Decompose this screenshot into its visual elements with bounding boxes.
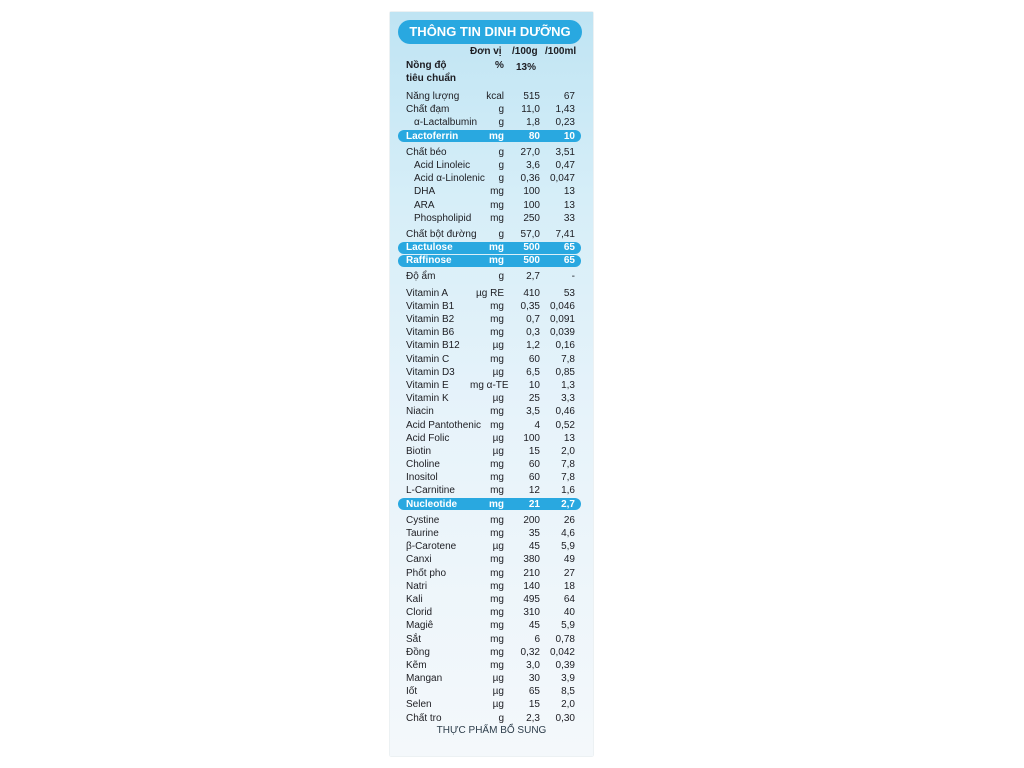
nutrient-per100ml: 0,091 (549, 314, 575, 325)
nutrient-row (390, 313, 593, 326)
nutrient-unit: µg (492, 366, 504, 378)
nutrient-per100ml: 0,30 (555, 712, 575, 724)
nutrient-row (390, 300, 593, 313)
nutrition-label-panel (390, 12, 593, 756)
nutrient-name: Inositol (406, 472, 438, 484)
nutrient-per100ml: 1,43 (555, 104, 575, 116)
nutrient-per100g: 57,0 (520, 228, 540, 240)
nutrient-per100ml: 1,3 (561, 379, 575, 391)
nutrient-per100g: 45 (528, 541, 540, 553)
nutrient-unit: g (498, 146, 504, 158)
nutrient-unit: mg (490, 567, 504, 579)
nutrient-row (390, 159, 593, 172)
nutrient-row (390, 103, 593, 116)
nutrient-name: Mangan (406, 673, 443, 685)
nutrient-row (390, 419, 593, 432)
nutrient-name: Iốt (406, 686, 418, 698)
nutrient-row (390, 254, 593, 267)
nutrient-unit: µg (492, 541, 504, 553)
nutrient-per100g: 0,32 (520, 646, 540, 658)
nutrient-row (390, 199, 593, 212)
nutrient-unit: mg (490, 212, 504, 224)
nutrient-per100ml: 26 (563, 514, 575, 526)
nutrient-unit: µg RE (476, 287, 504, 299)
nutrient-row (390, 527, 593, 540)
nutrient-per100g: 100 (523, 186, 540, 198)
nutrient-row (390, 540, 593, 553)
nutrient-name: Lactulose (406, 242, 453, 254)
nutrient-row (390, 484, 593, 497)
nutrient-unit: mg (490, 580, 504, 592)
nutrient-unit: mg (490, 472, 504, 484)
nutrient-per100g: 15 (528, 699, 540, 711)
nutrient-per100g: 80 (528, 130, 540, 142)
nutrient-per100ml: 0,23 (555, 117, 575, 129)
nutrient-unit: mg (490, 353, 504, 365)
nutrient-unit: g (498, 712, 504, 724)
nutrient-name: Vitamin B1 (406, 300, 455, 312)
nutrient-row (390, 685, 593, 698)
nutrient-per100ml: 18 (563, 580, 575, 592)
nutrient-per100ml: 2,0 (561, 699, 575, 711)
nutrient-per100ml: 0,046 (549, 300, 575, 312)
nutrient-per100g: 1,2 (526, 340, 540, 352)
nutrient-per100g: 380 (523, 554, 540, 566)
nutrient-name: Vitamin E (406, 379, 449, 391)
nutrient-unit: mg (490, 186, 504, 198)
nutrient-row (390, 553, 593, 566)
nutrient-row (390, 339, 593, 352)
header-per100g: /100g (512, 46, 538, 57)
nutrient-unit: mg (490, 620, 504, 632)
nutrient-unit: mg (489, 130, 504, 142)
nutrient-per100g: 27,0 (520, 146, 540, 158)
nutrient-per100ml: 0,47 (555, 159, 575, 171)
nutrient-name: Năng lượng (406, 91, 460, 102)
nutrient-per100ml: 2,7 (561, 498, 575, 510)
nutrient-per100g: 1,8 (526, 117, 540, 129)
nutrient-unit: mg (490, 593, 504, 605)
nutrient-per100ml: 53 (563, 287, 575, 299)
nutrient-name: Chất đạm (406, 104, 450, 116)
nutrient-per100ml: 5,9 (561, 541, 575, 553)
nutrient-per100g: 6 (534, 633, 540, 645)
nutrient-row (390, 633, 593, 646)
nutrient-unit: µg (492, 340, 504, 352)
nutrient-per100g: 30 (528, 673, 540, 685)
nutrient-per100ml: 33 (563, 212, 575, 224)
nutrient-unit: mg (490, 459, 504, 471)
nutrient-unit: mg (490, 633, 504, 645)
nutrient-per100g: 2,3 (526, 712, 540, 724)
nutrient-per100g: 25 (528, 393, 540, 405)
nutrient-unit: mg (490, 406, 504, 418)
nutrient-name: Acid Linoleic (414, 159, 471, 171)
nutrient-name: DHA (414, 186, 436, 198)
nutrient-row (390, 580, 593, 593)
nutrient-name: Lactoferrin (406, 130, 459, 142)
nutrient-unit: mg (489, 498, 504, 510)
nutrient-per100ml: 0,52 (555, 419, 575, 431)
nutrient-per100g: 2,7 (526, 271, 540, 283)
nutrient-name: Acid Folic (406, 432, 450, 444)
header-standard-2: tiêu chuẩn (406, 73, 457, 84)
nutrient-name: Vitamin A (406, 287, 449, 299)
nutrient-per100ml: 64 (563, 593, 575, 605)
nutrient-unit: mg (490, 485, 504, 497)
nutrient-per100ml: 27 (563, 567, 575, 579)
nutrient-per100ml: 49 (563, 554, 575, 566)
nutrient-unit: mg (490, 659, 504, 671)
nutrient-name: Cystine (406, 514, 440, 526)
nutrient-row (390, 498, 593, 511)
nutrient-unit: µg (492, 673, 504, 685)
nutrient-per100ml: 0,85 (555, 366, 575, 378)
nutrient-per100g: 100 (523, 432, 540, 444)
nutrient-unit: mg (490, 419, 504, 431)
nutrient-per100ml: 0,78 (555, 633, 575, 645)
nutrient-per100ml: 5,9 (561, 620, 575, 632)
nutrient-name: Vitamin B12 (406, 340, 460, 352)
nutrient-per100g: 140 (523, 580, 540, 592)
nutrient-name: Kẽm (406, 659, 427, 671)
nutrient-per100ml: 1,6 (561, 485, 575, 497)
nutrient-unit: mg α-TE (470, 379, 509, 391)
nutrient-per100g: 500 (523, 255, 540, 267)
nutrient-unit: µg (492, 393, 504, 405)
nutrient-per100g: 45 (528, 620, 540, 632)
nutrient-per100ml: 0,039 (549, 327, 575, 339)
nutrient-per100ml: 7,41 (555, 228, 575, 240)
header-percent: % (495, 60, 504, 71)
nutrient-name: L-Carnitine (406, 485, 455, 497)
nutrient-per100g: 210 (523, 567, 540, 579)
nutrient-row (390, 185, 593, 198)
nutrient-name: Choline (406, 459, 440, 471)
nutrient-name: Vitamin B6 (406, 327, 455, 339)
nutrient-row (390, 212, 593, 225)
nutrient-name: Clorid (406, 607, 433, 619)
nutrient-row (390, 353, 593, 366)
nutrient-row (390, 172, 593, 185)
nutrient-name: Natri (406, 580, 428, 592)
nutrient-per100g: 0,7 (526, 314, 540, 325)
nutrient-name: Canxi (406, 554, 432, 566)
nutrient-name: Selen (406, 699, 432, 711)
nutrient-per100g: 0,36 (520, 173, 540, 185)
nutrient-per100g: 3,6 (526, 159, 540, 171)
nutrient-unit: mg (489, 255, 504, 267)
nutrient-unit: mg (490, 528, 504, 539)
nutrient-per100g: 60 (528, 459, 540, 471)
nutrient-per100g: 35 (528, 528, 540, 539)
nutrient-name: Phospholipid (414, 212, 472, 224)
supplement-footer: THỰC PHẨM BỔ SUNG (436, 725, 547, 736)
nutrient-name: Vitamin C (406, 353, 450, 365)
nutrient-per100g: 10 (528, 379, 540, 391)
nutrient-row (390, 228, 593, 241)
nutrient-name: Vitamin K (406, 393, 449, 405)
nutrient-per100ml: 8,5 (561, 686, 575, 698)
nutrient-per100ml: 0,042 (549, 646, 575, 658)
nutrient-name: β-Carotene (406, 541, 457, 553)
nutrient-per100g: 3,0 (526, 659, 540, 671)
nutrient-per100g: 250 (523, 212, 540, 224)
nutrient-row (390, 698, 593, 711)
nutrient-row (390, 606, 593, 619)
nutrient-row (390, 514, 593, 527)
nutrient-per100g: 4 (534, 419, 540, 431)
nutrient-name: Chất bột đường (406, 228, 477, 240)
nutrient-unit: mg (490, 314, 504, 325)
nutrient-unit: g (498, 104, 504, 116)
nutrient-unit: mg (490, 300, 504, 312)
nutrient-name: Sắt (406, 633, 422, 645)
nutrient-row (390, 712, 593, 725)
nutrient-per100g: 3,5 (526, 406, 540, 418)
nutrient-per100g: 500 (523, 242, 540, 254)
nutrient-name: Biotin (406, 445, 432, 457)
nutrient-unit: g (498, 159, 504, 171)
header-standard-1: Nồng độ (406, 60, 447, 71)
nutrient-per100ml: 65 (563, 255, 575, 267)
nutrient-name: Chất béo (406, 146, 447, 158)
nutrient-name: ARA (414, 199, 435, 211)
nutrient-per100g: 21 (528, 498, 540, 510)
nutrient-per100g: 65 (528, 686, 540, 698)
nutrient-per100ml: 65 (563, 242, 575, 254)
nutrient-unit: mg (490, 607, 504, 619)
nutrient-name: Chất tro (406, 712, 442, 724)
nutrient-per100g: 15 (528, 445, 540, 457)
nutrient-per100g: 12 (528, 485, 540, 497)
nutrient-per100ml: 13 (563, 199, 575, 211)
nutrient-name: Độ ẩm (406, 271, 436, 283)
nutrient-per100g: 310 (523, 607, 540, 619)
nutrient-row (390, 619, 593, 632)
nutrient-per100g: 0,3 (526, 327, 540, 339)
nutrient-row (390, 379, 593, 392)
nutrient-row (390, 392, 593, 405)
nutrient-unit: µg (492, 445, 504, 457)
header-per100ml: /100ml (545, 46, 577, 57)
nutrient-per100g: 410 (523, 287, 540, 299)
nutrient-unit: mg (490, 199, 504, 211)
nutrient-row (390, 432, 593, 445)
nutrient-unit: µg (492, 686, 504, 698)
nutrient-row (390, 366, 593, 379)
nutrient-row (390, 567, 593, 580)
nutrient-per100g: 200 (523, 514, 540, 526)
nutrient-per100ml: 7,8 (561, 472, 575, 484)
nutrient-name: Phốt pho (406, 567, 447, 579)
nutrient-row (390, 90, 593, 103)
nutrient-per100g: 11,0 (521, 104, 540, 116)
nutrient-name: Taurine (406, 528, 439, 539)
nutrient-name: Vitamin D3 (406, 366, 455, 378)
nutrient-name: Đồng (406, 646, 430, 658)
nutrient-row (390, 116, 593, 129)
nutrient-name: Magiê (406, 620, 434, 632)
header-concentration: 13% (516, 62, 537, 73)
nutrient-table (390, 90, 593, 725)
nutrient-per100ml: 7,8 (561, 459, 575, 471)
nutrient-row (390, 130, 593, 143)
nutrient-per100ml: 7,8 (561, 353, 575, 365)
nutrient-name: α-Lactalbumin (414, 117, 478, 129)
header-unit: Đơn vị (470, 46, 502, 57)
nutrient-name: Raffinose (406, 255, 452, 267)
nutrient-row (390, 672, 593, 685)
nutrition-title: THÔNG TIN DINH DƯỠNG (398, 20, 582, 44)
nutrient-unit: g (498, 271, 504, 283)
nutrient-row (390, 593, 593, 606)
nutrient-per100ml: - (571, 271, 575, 283)
nutrient-unit: g (498, 173, 504, 185)
nutrient-name: Vitamin B2 (406, 314, 455, 325)
nutrient-unit: kcal (486, 91, 504, 102)
nutrient-unit: µg (492, 699, 504, 711)
nutrient-per100g: 60 (528, 353, 540, 365)
nutrient-per100ml: 13 (563, 186, 575, 198)
nutrient-per100ml: 3,51 (555, 146, 575, 158)
nutrient-per100g: 6,5 (526, 366, 540, 378)
nutrient-row (390, 287, 593, 300)
nutrient-per100ml: 13 (563, 432, 575, 444)
nutrient-row (390, 471, 593, 484)
nutrient-unit: g (498, 228, 504, 240)
nutrient-per100ml: 3,9 (561, 673, 575, 685)
nutrient-name: Acid α-Linolenic (414, 173, 485, 185)
nutrient-per100ml: 0,46 (555, 406, 575, 418)
nutrient-per100ml: 0,16 (555, 340, 575, 352)
nutrient-per100g: 515 (523, 91, 540, 102)
nutrient-row (390, 326, 593, 339)
nutrient-row (390, 646, 593, 659)
nutrient-unit: g (498, 117, 504, 129)
nutrient-unit: mg (490, 646, 504, 658)
nutrient-row (390, 270, 593, 283)
nutrient-per100g: 100 (523, 199, 540, 211)
nutrient-unit: mg (490, 514, 504, 526)
nutrient-per100ml: 4,6 (561, 528, 575, 539)
nutrient-per100g: 60 (528, 472, 540, 484)
nutrient-row (390, 146, 593, 159)
nutrient-unit: mg (490, 327, 504, 339)
nutrient-row (390, 241, 593, 254)
nutrient-unit: µg (492, 432, 504, 444)
nutrient-per100ml: 10 (563, 130, 575, 142)
nutrient-per100g: 495 (523, 593, 540, 605)
nutrient-unit: mg (489, 242, 504, 254)
nutrient-unit: mg (490, 554, 504, 566)
nutrient-name: Nucleotide (406, 498, 458, 510)
nutrient-per100ml: 2,0 (561, 445, 575, 457)
nutrient-per100ml: 3,3 (561, 393, 575, 405)
nutrient-per100ml: 67 (563, 91, 575, 102)
nutrient-per100ml: 40 (563, 607, 575, 619)
nutrient-row (390, 458, 593, 471)
nutrient-per100ml: 0,39 (555, 659, 575, 671)
nutrient-name: Kali (406, 593, 423, 605)
nutrient-name: Niacin (406, 406, 434, 418)
nutrient-name: Acid Pantothenic (406, 419, 482, 431)
nutrient-row (390, 445, 593, 458)
nutrient-row (390, 405, 593, 418)
nutrient-row (390, 659, 593, 672)
nutrient-per100g: 0,35 (520, 300, 540, 312)
nutrient-per100ml: 0,047 (549, 173, 575, 185)
